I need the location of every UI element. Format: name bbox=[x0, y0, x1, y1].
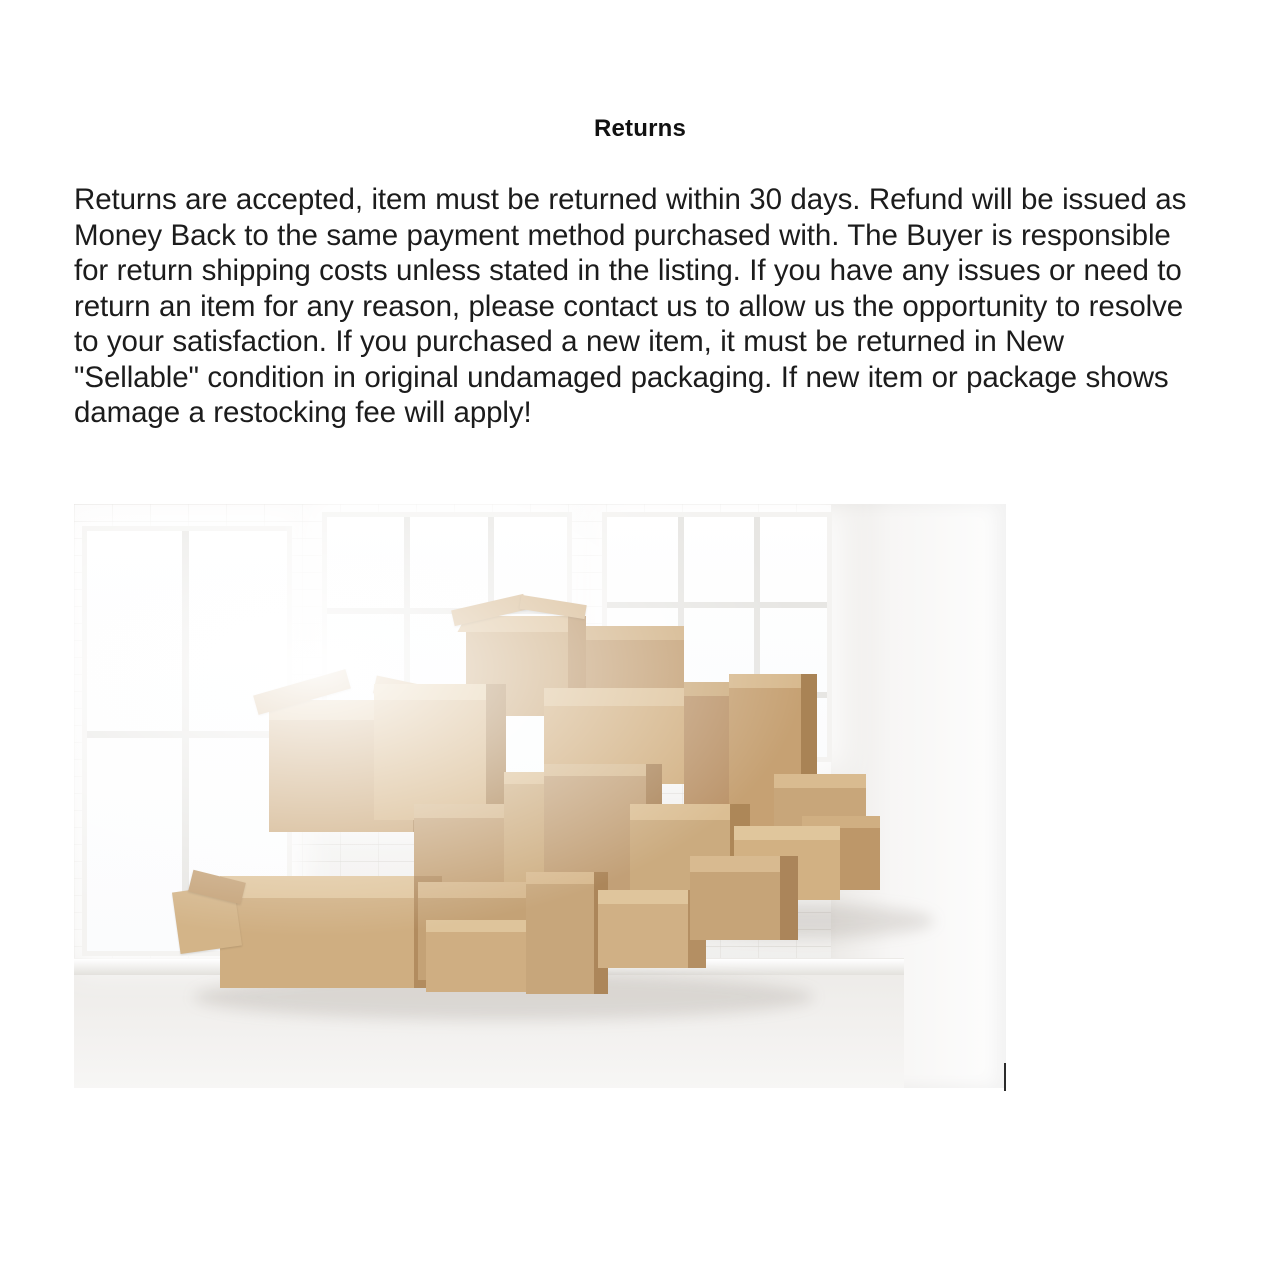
room-illustration bbox=[74, 504, 1006, 1088]
cardboard-box bbox=[690, 856, 798, 940]
cardboard-box bbox=[220, 876, 442, 988]
page-title: Returns bbox=[593, 115, 687, 142]
returns-policy-text: Returns are accepted, item must be returned within 30 days. Refund will be issued as Money Back to the same payment method purchased with. The Buyer is responsible for return shipping costs unless stated in the listing. If you have any issues or need to return an item for any reason, please contact us to allow us the opportunity to resolve to your satisfaction. If you purchased a new item, it must be returned in New "Sellable" condition in original undamaged packaging. If new item or package shows damage a restocking fee will apply! bbox=[74, 183, 1187, 429]
cardboard-box bbox=[374, 684, 506, 820]
cardboard-box bbox=[526, 872, 608, 994]
text-cursor bbox=[1004, 1063, 1006, 1091]
boxes-photo bbox=[74, 504, 1006, 1088]
